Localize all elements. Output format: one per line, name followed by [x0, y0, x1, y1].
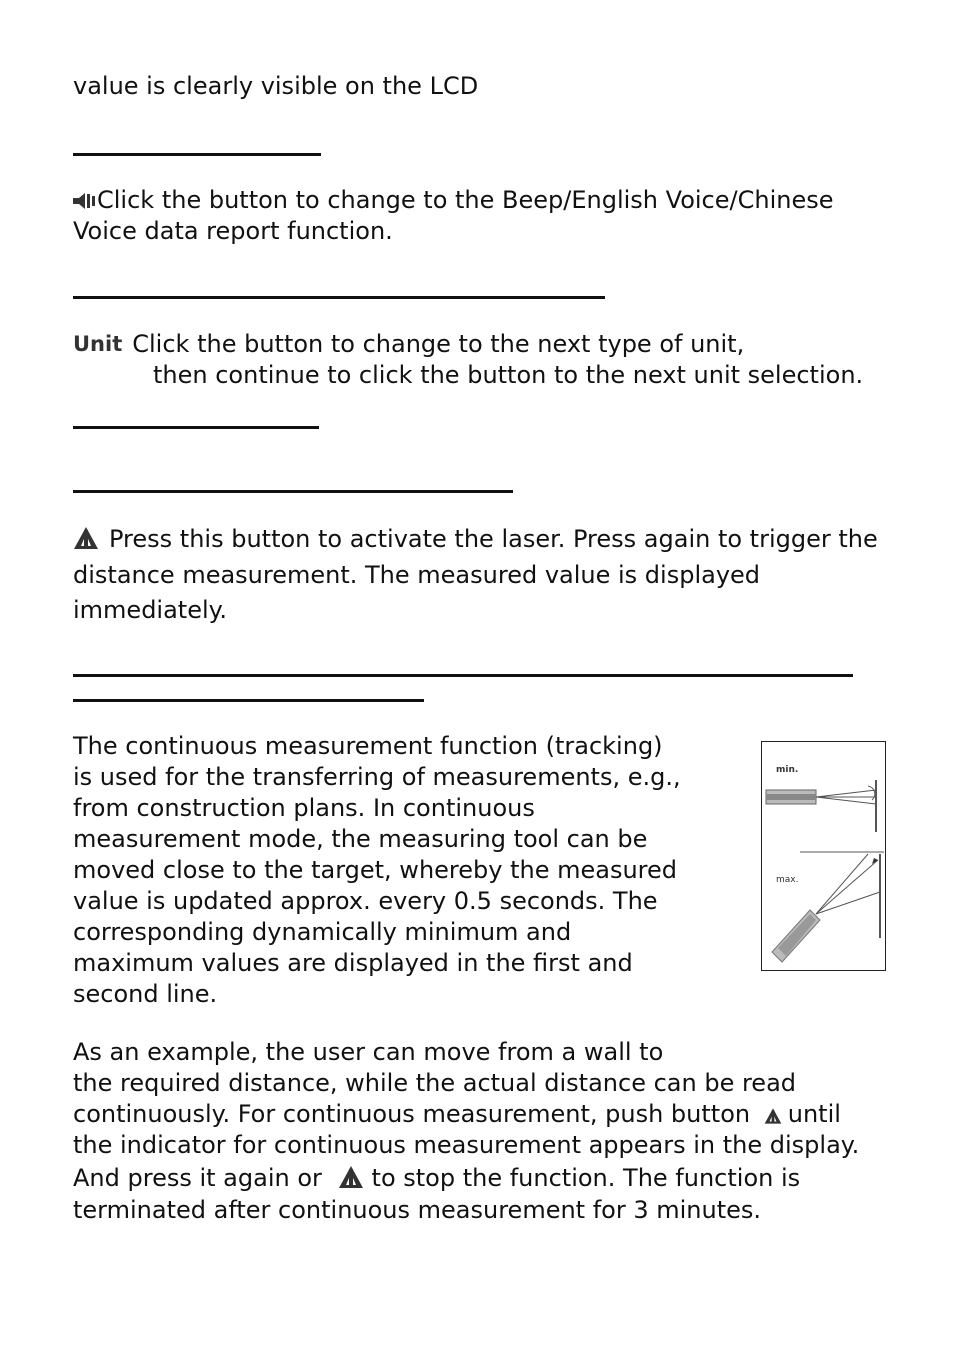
- min-label: min.: [776, 765, 799, 775]
- example-line-6: terminated after continuous measurement for 3 minutes.: [73, 1196, 762, 1224]
- example-line-5b: to stop the function. The function is: [371, 1164, 801, 1192]
- example-line-3b: until: [787, 1100, 841, 1128]
- voice-paragraph-line1: [73, 185, 833, 219]
- continuous-line-4: measurement mode, the measuring tool can be: [73, 825, 648, 853]
- speaker-icon: [73, 188, 97, 219]
- heading-placeholder-rule: [73, 296, 605, 299]
- intro-text: value is clearly visible on the LCD: [73, 72, 479, 100]
- continuous-line-8: maximum values are displayed in the first and: [73, 949, 633, 977]
- continuous-line-9: second line.: [73, 980, 218, 1008]
- laser-text-line1: Press this button to activate the laser. Press again to trigger the: [109, 525, 878, 553]
- max-label: max.: [776, 875, 799, 885]
- continuous-line-1: The continuous measurement function (tracking): [73, 732, 663, 760]
- heading-placeholder-rule: [73, 153, 321, 156]
- unit-text-line2: then continue to click the button to the next unit selection.: [153, 361, 864, 389]
- unit-text-line1: Click the button to change to the next type of unit,: [132, 330, 745, 358]
- heading-placeholder-rule: [73, 490, 513, 493]
- continuous-line-6: value is updated approx. every 0.5 seconds. The: [73, 887, 658, 915]
- continuous-line-2: is used for the transferring of measurements, e.g.,: [73, 763, 681, 791]
- unit-paragraph-line1: [73, 329, 744, 360]
- example-line-5: [73, 1163, 800, 1197]
- heading-placeholder-rule: [73, 674, 853, 677]
- laser-text-line3: immediately.: [73, 596, 228, 624]
- min-max-illustration: [761, 741, 886, 971]
- heading-placeholder-rule: [73, 699, 424, 702]
- example-line-4: the indicator for continuous measurement appears in the display.: [73, 1131, 860, 1159]
- voice-text-line2: Voice data report function.: [73, 217, 393, 245]
- voice-text-line1: Click the button to change to the Beep/English Voice/Chinese: [97, 186, 834, 214]
- laser-icon: [764, 1102, 782, 1133]
- unit-button-label: Unit: [73, 332, 123, 356]
- laser-icon: [338, 1165, 364, 1197]
- example-line-3a: continuously. For continuous measurement, push button: [73, 1100, 751, 1128]
- example-line-2: the required distance, while the actual distance can be read: [73, 1069, 797, 1097]
- laser-paragraph-line1: [73, 524, 878, 558]
- example-line-5a: And press it again or: [73, 1164, 322, 1192]
- example-line-3: [73, 1099, 841, 1133]
- laser-text-line2: distance measurement. The measured value is displayed: [73, 561, 761, 589]
- continuous-line-7: corresponding dynamically minimum and: [73, 918, 572, 946]
- continuous-line-5: moved close to the target, whereby the measured: [73, 856, 678, 884]
- min-max-diagram: [762, 742, 885, 970]
- laser-icon: [73, 526, 99, 558]
- heading-placeholder-rule: [73, 426, 319, 429]
- example-line-1: As an example, the user can move from a wall to: [73, 1038, 664, 1066]
- continuous-line-3: from construction plans. In continuous: [73, 794, 535, 822]
